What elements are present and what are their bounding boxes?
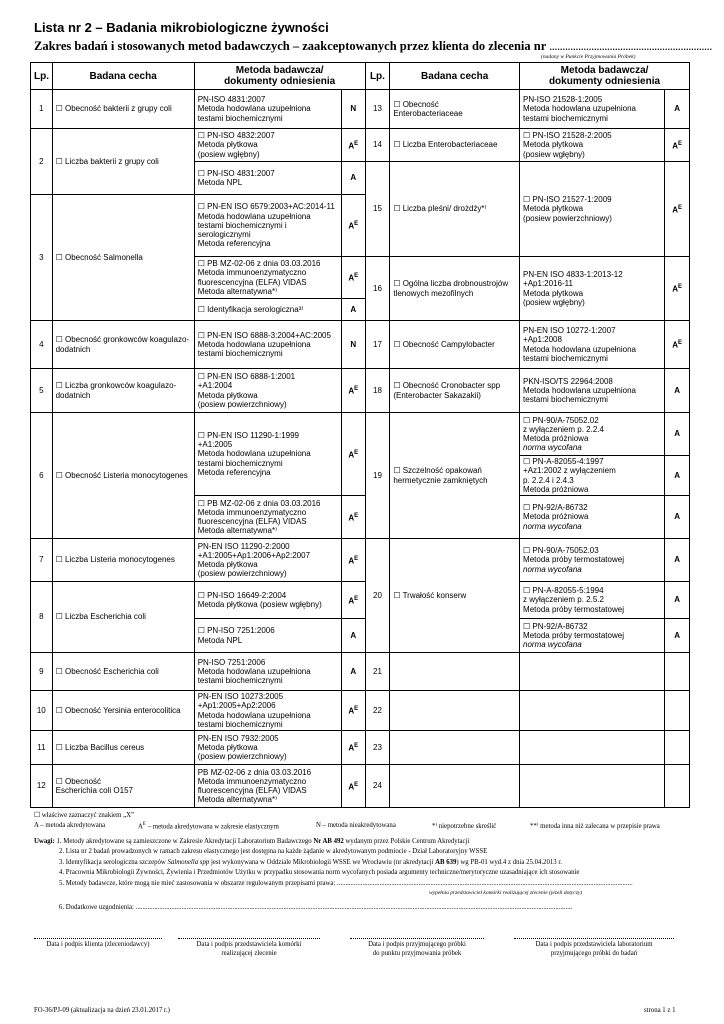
accreditation-code: $A^E$ xyxy=(341,691,365,731)
method-checkbox[interactable]: ☐ Identyfikacja serologiczna³⁾ xyxy=(194,299,341,321)
method-cell: PN-EN ISO 10272-1:2007 +Ap1:2008 Metoda hodowlana uzupełniona testami biochemicznymi xyxy=(520,321,665,369)
table-row xyxy=(31,731,690,765)
note-3: 3. Identyfikacja serologiczna szczepów Salmonella spp jest wykonywana w Oddziale Mikrobiologii WSSE we Wrocławiu (nr akredytacji AB 639) wg PB-01 wyd.4 z dnia 25.04.2013 r. xyxy=(59,858,562,866)
table-header-row xyxy=(31,63,690,90)
empty-cell[interactable] xyxy=(520,653,665,691)
test-checkbox[interactable]: ☐ Szczelność opakowań hermetycznie zamkniętych xyxy=(390,413,520,539)
table-row xyxy=(31,653,690,691)
header-cecha-left: Badana cecha xyxy=(52,63,194,90)
accreditation-code: A xyxy=(665,582,690,619)
legend-not-accredited: N – metoda nieakredytowana xyxy=(316,822,396,829)
accreditation-code: A xyxy=(665,496,690,539)
method-checkbox[interactable]: ☐ PN-A-82055-4:1997 +Az1:2002 z wyłączeniem p. 2.2.4 i 2.4.3 Metoda próżniowa xyxy=(520,456,665,496)
test-checkbox[interactable]: ☐ Ogólna liczba drobnoustrojów tlenowych mezofilnych xyxy=(390,257,520,321)
test-checkbox[interactable]: ☐ Obecność Cronobacter spp (Enterobacter Sakazakii) xyxy=(390,369,520,413)
table-row xyxy=(31,691,690,731)
method-checkbox[interactable]: ☐ PN-EN ISO 6888-3:2004+AC:2005 Metoda hodowlana uzupełniona testami biochemicznymi xyxy=(194,321,341,369)
table-row xyxy=(31,539,690,582)
notes-section xyxy=(34,837,633,913)
table-row xyxy=(31,765,690,808)
test-checkbox[interactable]: ☐ Obecność Listeria monocytogenes xyxy=(52,413,194,539)
method-checkbox[interactable]: ☐ PN-ISO 21527-1:2009 Metoda płytkowa (posiew powierzchniowy) xyxy=(520,162,665,257)
test-checkbox[interactable]: ☐ Liczba Bacillus cereus xyxy=(52,731,194,765)
test-checkbox[interactable]: ☐ Obecność bakterii z grupy coli xyxy=(52,90,194,129)
document-title: Lista nr 2 – Badania mikrobiologiczne żywności xyxy=(34,20,329,35)
row-number: 14 xyxy=(365,129,390,162)
signature-line xyxy=(350,938,484,939)
table-row xyxy=(31,129,690,162)
accreditation-code: A xyxy=(665,539,690,582)
row-number: 13 xyxy=(365,90,390,129)
row-number: 18 xyxy=(365,369,390,413)
signature-line xyxy=(34,938,162,939)
legend-flexible: $A^E$ – metoda akredytowana w zakresie elastycznym xyxy=(138,822,279,831)
row-number: 12 xyxy=(31,765,53,808)
row-number: 24 xyxy=(365,765,390,808)
test-checkbox[interactable]: ☐ Liczba gronkowców koagulazo-dodatnich xyxy=(52,369,194,413)
signature-label: Data i podpis przedstawiciela komórki realizującej zlecenie xyxy=(196,941,302,957)
note-1: Uwagi: 1. Metody akredytowane są zamieszczone w Zakresie Akredytacji Laboratorium Badawczego Nr AB 492 wydanym przez Polskie Centrum Akredytacji xyxy=(34,838,470,845)
test-checkbox[interactable]: ☐ Liczba Escherichia coli xyxy=(52,582,194,653)
accreditation-code: A xyxy=(341,299,365,321)
row-number: 3 xyxy=(31,195,53,321)
note-4: 4. Pracownia Mikrobiologii Żywności, Żywienia i Przedmiotów Użytku w przypadku stosowania norm wycofanych posiada argumenty techniczne/merytoryczne uzasadniające ich stosowanie xyxy=(59,869,580,877)
accreditation-code: $A^E$ xyxy=(341,765,365,808)
signature-label: Data i podpis klienta (zleceniodawcy) xyxy=(46,941,150,948)
row-number: 7 xyxy=(31,539,53,582)
test-checkbox[interactable]: ☐ Liczba bakterii z grupy coli xyxy=(52,129,194,195)
empty-cell xyxy=(665,731,690,765)
note-2: 2. Lista nr 2 badań prowadzonych w ramach zakresu elastycznego jest dostępna na każde żądanie w akredytowanym podmiocie - Dział Laboratoryjny WSSE xyxy=(59,848,488,856)
row-number: 19 xyxy=(365,413,390,539)
row-number: 23 xyxy=(365,731,390,765)
row-number: 16 xyxy=(365,257,390,321)
accreditation-code: A xyxy=(665,456,690,496)
test-checkbox[interactable]: ☐ Trwałość konserw xyxy=(390,539,520,653)
signature-label: Data i podpis przyjmującego próbki do punktu przyjmowania próbek xyxy=(368,941,466,957)
empty-cell[interactable] xyxy=(390,765,520,808)
method-cell: PN-ISO 4831:2007 Metoda hodowlana uzupełniona testami biochemicznymi xyxy=(194,90,341,129)
empty-cell[interactable] xyxy=(520,691,665,731)
accreditation-code: $A^E$ xyxy=(665,162,690,257)
row-number: 1 xyxy=(31,90,53,129)
test-checkbox[interactable]: ☐ Liczba pleśni/ drożdży*⁾ xyxy=(390,162,520,257)
method-checkbox[interactable]: ☐ PB MZ-02-06 z dnia 03.03.2016 Metoda immunoenzymatyczno fluorescencyjna (ELFA) VIDAS Metoda alternatywna*⁾ xyxy=(194,257,341,299)
method-checkbox[interactable]: ☐ PN-EN ISO 6579:2003+AC:2014-11 Metoda hodowlana uzupełniona testami biochemicznymi i serologicznymi Metoda referencyjna xyxy=(194,195,341,257)
empty-cell xyxy=(665,653,690,691)
accreditation-code: A xyxy=(665,90,690,129)
empty-cell[interactable] xyxy=(520,731,665,765)
header-cecha-right: Badana cecha xyxy=(390,63,520,90)
signature-receiving-point[interactable] xyxy=(350,938,484,958)
row-number: 21 xyxy=(365,653,390,691)
method-checkbox[interactable]: ☐ PN-ISO 21528-2:2005 Metoda płytkowa (posiew wgłębny) xyxy=(520,129,665,162)
row-number: 22 xyxy=(365,691,390,731)
order-number-field[interactable]: .............................................................. xyxy=(549,39,712,53)
accreditation-code: $A^E$ xyxy=(341,582,365,619)
test-checkbox[interactable]: ☐ Obecność Salmonella xyxy=(52,195,194,321)
signature-unit[interactable] xyxy=(178,938,320,958)
table-row xyxy=(31,582,690,619)
accreditation-code: $A^E$ xyxy=(341,496,365,539)
row-number: 4 xyxy=(31,321,53,369)
accreditation-code: $A^E$ xyxy=(665,129,690,162)
header-metoda-right: Metoda badawcza/ dokumenty odniesienia xyxy=(520,63,690,90)
legend-strike: *⁾ niepotrzebne skreślić xyxy=(432,823,497,830)
table-row xyxy=(31,90,690,129)
accreditation-code: $A^E$ xyxy=(341,413,365,496)
tests-table xyxy=(30,62,690,808)
method-cell: PN-EN ISO 7932:2005 Metoda płytkowa (posiew powierzchniowy) xyxy=(194,731,341,765)
accreditation-code: $A^E$ xyxy=(341,129,365,162)
method-checkbox[interactable]: ☐ PB MZ-02-06 z dnia 03.03.2016 Metoda immunoenzymatyczno fluorescencyjna (ELFA) VIDAS Metoda alternatywna*⁾ xyxy=(194,496,341,539)
signature-label: Data i podpis przedstawiciela laboratorium przyjmującego próbki do badań xyxy=(535,941,653,957)
method-checkbox[interactable]: ☐ PN-EN ISO 11290-1:1999 +A1:2005 Metoda hodowlana uzupełniona testami biochemicznymi Metoda referencyjna xyxy=(194,413,341,496)
signature-line xyxy=(514,938,674,939)
method-checkbox[interactable]: ☐ PN-ISO 7251:2006 Metoda NPL xyxy=(194,619,341,653)
accreditation-code: A xyxy=(665,369,690,413)
row-number: 20 xyxy=(365,539,390,653)
test-checkbox[interactable]: ☐ Obecność Yersinia enterocolitica xyxy=(52,691,194,731)
accreditation-code: $A^E$ xyxy=(341,369,365,413)
subtitle-text: Zakres badań i stosowanych metod badawczych – zaakceptowanych przez klienta do zlecenia nr xyxy=(34,39,547,53)
test-checkbox[interactable]: ☐ Obecność gronkowców koagulazo-dodatnich xyxy=(52,321,194,369)
accreditation-code: A xyxy=(665,619,690,653)
row-number: 2 xyxy=(31,129,53,195)
row-number: 17 xyxy=(365,321,390,369)
method-checkbox[interactable]: ☐ PN-92/A-86732 Metoda próżniowa norma wycofana xyxy=(520,496,665,539)
table-row xyxy=(31,369,690,413)
accreditation-code: $A^E$ xyxy=(341,539,365,582)
note-6: 6. Dodatkowe uzgodnienia: ................................................................................................................................................................................................................................................................. xyxy=(59,904,573,912)
test-checkbox[interactable]: ☐ Obecność Escherichia coli xyxy=(52,653,194,691)
signature-line xyxy=(178,938,320,939)
method-cell: PN-EN ISO 4833-1:2013-12 +Ap1:2016-11 Metoda płytkowa (posiew wgłębny) xyxy=(520,257,665,321)
note-5-hint: wypełnia przedstawiciel komórki realizującej zlecenie (jeżeli dotyczy) xyxy=(429,890,583,897)
page-number: strona 1 z 1 xyxy=(644,1007,676,1014)
method-checkbox[interactable]: ☐ PN-ISO 4832:2007 Metoda płytkowa (posiew wgłębny) xyxy=(194,129,341,162)
row-number: 15 xyxy=(365,162,390,257)
accreditation-code: A xyxy=(341,653,365,691)
legend-codes xyxy=(34,822,694,832)
accreditation-code: A xyxy=(665,413,690,456)
row-number: 8 xyxy=(31,582,53,653)
method-cell: PN-ISO 7251:2006 Metoda hodowlana uzupełniona testami biochemicznymi xyxy=(194,653,341,691)
row-number: 11 xyxy=(31,731,53,765)
method-checkbox[interactable]: ☐ PN-ISO 4831:2007 Metoda NPL xyxy=(194,162,341,195)
accreditation-code: $A^E$ xyxy=(665,257,690,321)
header-lp-left: Lp. xyxy=(31,63,53,90)
accreditation-code: A xyxy=(341,162,365,195)
method-checkbox[interactable]: ☐ PN-92/A-86732 Metoda próby termostatowej norma wycofana xyxy=(520,619,665,653)
empty-cell[interactable] xyxy=(390,731,520,765)
empty-cell xyxy=(665,691,690,731)
test-checkbox[interactable]: ☐ Liczba Listeria monocytogenes xyxy=(52,539,194,582)
legend-accredited: A – metoda akredytowana xyxy=(34,822,106,829)
signature-laboratory[interactable] xyxy=(514,938,674,958)
note-5-field[interactable]: .............................................................................................................................................................................. xyxy=(337,879,633,887)
accreditation-code: $A^E$ xyxy=(665,321,690,369)
row-number: 10 xyxy=(31,691,53,731)
accreditation-code: A xyxy=(341,619,365,653)
method-cell: PN-EN ISO 10273:2005 +Ap1:2005+Ap2:2006 Metoda hodowlana uzupełniona testami biochemicznymi xyxy=(194,691,341,731)
accreditation-code: N xyxy=(341,90,365,129)
method-cell: PN-ISO 21528-1:2005 Metoda hodowlana uzupełniona testami biochemicznymi xyxy=(520,90,665,129)
method-cell: PB MZ-02-06 z dnia 03.03.2016 Metoda immunoenzymatyczno fluorescencyjna (ELFA) VIDAS Metoda alternatywna*⁾ xyxy=(194,765,341,808)
accreditation-code: $A^E$ xyxy=(341,257,365,299)
table-row xyxy=(31,321,690,369)
test-checkbox[interactable]: ☐ Obecność Escherichia coli O157 xyxy=(52,765,194,808)
row-number: 6 xyxy=(31,413,53,539)
method-checkbox[interactable]: ☐ PN-A-82055-5:1994 z wyłączeniem p. 2.5.2 Metoda próby termostatowej xyxy=(520,582,665,619)
note-6-field[interactable]: ................................................................................................................................................................................................................................................................. xyxy=(135,904,573,912)
order-number-note: (nadany w Punkcie Przyjmowania Próbek) xyxy=(541,54,636,60)
test-checkbox[interactable]: ☐ Liczba Enterobacteriaceae xyxy=(390,129,520,162)
method-checkbox[interactable]: ☐ PN-90/A-75052.02 z wyłączeniem p. 2.2.4 Metoda próżniowa norma wycofana xyxy=(520,413,665,456)
header-lp-right: Lp. xyxy=(365,63,390,90)
legend-other-method: **⁾ metoda inna niż zalecana w przepisie prawa xyxy=(530,823,660,830)
row-number: 5 xyxy=(31,369,53,413)
signature-client[interactable] xyxy=(34,938,162,950)
method-checkbox[interactable]: ☐ PN-90/A-75052.03 Metoda próby termostatowej norma wycofana xyxy=(520,539,665,582)
empty-cell xyxy=(665,765,690,808)
header-metoda-left: Metoda badawcza/ dokumenty odniesienia xyxy=(194,63,365,90)
note-5: 5. Metody badawcze, które mogą nie mieć zastosowania w obszarze regulowanym przepisami prawa: .............................................................................................................................................................................. xyxy=(59,879,633,887)
accreditation-code: $A^E$ xyxy=(341,195,365,257)
method-cell: PKN-ISO/TS 22964:2008 Metoda hodowlana uzupełniona testami biochemicznymi xyxy=(520,369,665,413)
empty-cell[interactable] xyxy=(520,765,665,808)
empty-cell[interactable] xyxy=(390,653,520,691)
row-number: 9 xyxy=(31,653,53,691)
accreditation-code: $A^E$ xyxy=(341,731,365,765)
table-row xyxy=(31,413,690,456)
method-cell: PN-EN ISO 11290-2:2000 +A1:2005+Ap1:2006+Ap2:2007 Metoda płytkowa (posiew powierzchniowy) xyxy=(194,539,341,582)
method-checkbox[interactable]: ☐ PN-ISO 16649-2:2004 Metoda płytkowa (posiew wgłębny) xyxy=(194,582,341,619)
empty-cell[interactable] xyxy=(390,691,520,731)
test-checkbox[interactable]: ☐ Obecność Campylobacter xyxy=(390,321,520,369)
accreditation-code: N xyxy=(341,321,365,369)
legend-checkbox-note: ☐ właściwe zaznaczyć znakiem „X” xyxy=(34,812,135,819)
test-checkbox[interactable]: ☐ Obecność Enterobacteriaceae xyxy=(390,90,520,129)
method-checkbox[interactable]: ☐ PN-EN ISO 6888-1:2001 +A1:2004 Metoda płytkowa (posiew powierzchniowy) xyxy=(194,369,341,413)
form-code: FO-36/PJ-09 (aktualizacja na dzień 23.01.2017 r.) xyxy=(34,1007,170,1014)
document-subtitle xyxy=(34,39,712,54)
